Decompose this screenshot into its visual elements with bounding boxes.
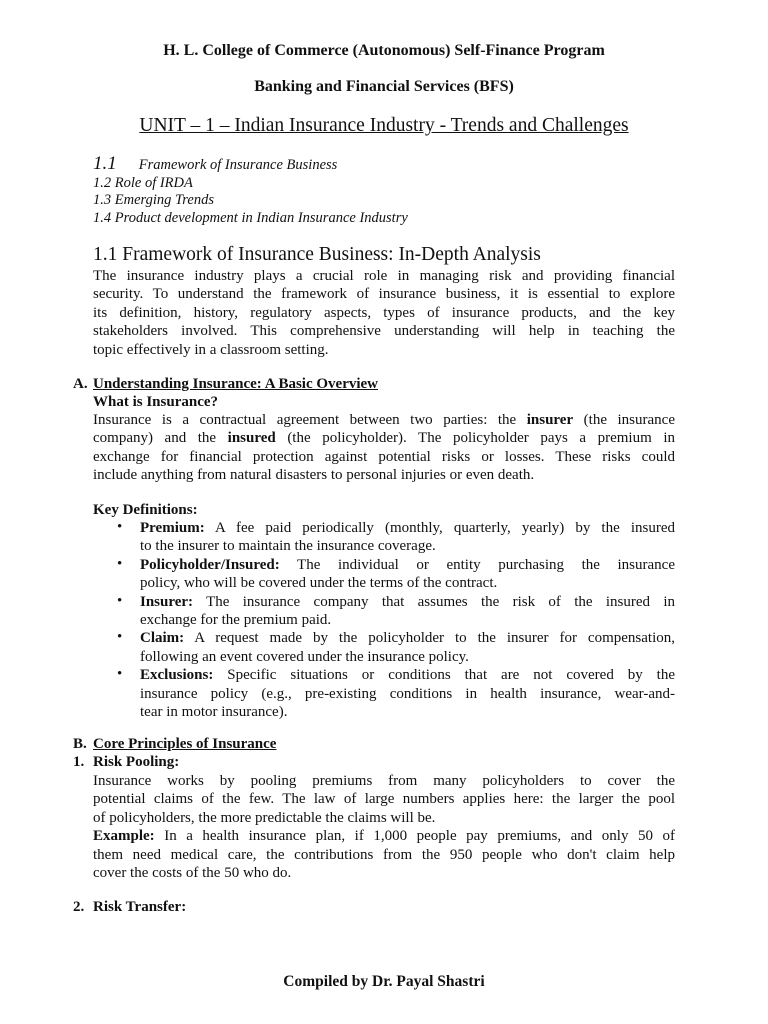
text-line bbox=[140, 593, 675, 611]
bullet-icon: • bbox=[117, 592, 123, 609]
toc-label: Framework of Insurance Business bbox=[138, 157, 338, 173]
toc-item: 1.4 Product development in Indian Insurance Industry bbox=[93, 210, 408, 227]
text-line bbox=[93, 429, 675, 447]
text-line bbox=[140, 574, 675, 592]
bullet-icon: • bbox=[117, 666, 123, 683]
text-segment: its definition, history, regulatory aspects, types of insurance products, and the key bbox=[93, 304, 675, 321]
text-segment: them need medical care, the contributions from the 950 people who don't claim help bbox=[93, 846, 675, 863]
text-segment: tear in motor insurance). bbox=[140, 704, 288, 720]
text-line bbox=[140, 629, 675, 647]
text-line bbox=[93, 864, 675, 882]
text-line bbox=[140, 537, 675, 555]
text-segment: topic effectively in a classroom setting. bbox=[93, 341, 329, 358]
text-segment: include anything from natural disasters to personal injuries or even death. bbox=[93, 467, 535, 484]
bold-term: Example: bbox=[93, 828, 155, 845]
text-segment: stakeholders involved. This comprehensive understanding will help in teaching the bbox=[93, 323, 675, 340]
risk-pooling-heading: Risk Pooling: bbox=[93, 754, 180, 770]
bold-term: insurer bbox=[526, 412, 574, 428]
bold-term: Exclusions: bbox=[140, 667, 214, 684]
text-line bbox=[93, 790, 675, 808]
text-segment: to the insurer to maintain the insurance coverage. bbox=[140, 538, 436, 555]
text-line bbox=[93, 772, 675, 790]
text-line bbox=[140, 648, 675, 666]
toc-item: 1.3 Emerging Trends bbox=[93, 192, 214, 209]
part-b-heading: Core Principles of Insurance bbox=[93, 736, 277, 752]
bullet-icon: • bbox=[117, 519, 123, 535]
bold-term: Insurer: bbox=[140, 593, 194, 610]
definition-item bbox=[140, 556, 675, 593]
item-1-number: 1. bbox=[73, 754, 85, 770]
bullet-icon: • bbox=[117, 555, 123, 572]
text-segment: of policyholders, the more predictable the claims will be. bbox=[93, 809, 436, 826]
toc-item bbox=[93, 155, 408, 175]
text-line bbox=[93, 846, 675, 864]
text-line bbox=[93, 466, 675, 484]
text-segment: following an event covered under the insurance policy. bbox=[140, 648, 469, 665]
text-line bbox=[93, 341, 675, 359]
text-segment: A fee paid periodically (monthly, quarterly, yearly) by the insured bbox=[204, 520, 675, 536]
definition-item bbox=[140, 519, 675, 556]
text-segment: exchange for the premium paid. bbox=[140, 612, 332, 628]
toc-number: 1.1 bbox=[93, 153, 117, 174]
text-line bbox=[140, 556, 675, 574]
bullet-icon: • bbox=[117, 629, 123, 646]
bold-term: Claim: bbox=[140, 630, 185, 647]
part-a-letter: A. bbox=[73, 376, 88, 392]
text-segment: company) and the bbox=[93, 430, 228, 447]
text-line bbox=[93, 448, 675, 466]
text-segment: security. To understand the framework of insurance business, it is essential to explore bbox=[93, 286, 675, 303]
text-line bbox=[93, 411, 675, 429]
text-line bbox=[140, 519, 675, 537]
text-segment: policy, who will be covered under the terms of the contract. bbox=[140, 575, 498, 592]
item-2-number: 2. bbox=[73, 899, 85, 915]
risk-pooling-paragraph bbox=[93, 772, 675, 882]
text-segment: Insurance is a contractual agreement between two parties: the bbox=[93, 412, 527, 428]
text-segment: The insurance industry plays a crucial role in managing risk and providing financial bbox=[93, 268, 675, 284]
text-segment: insurance policy (e.g., pre-existing conditions in health insurance, wear-and- bbox=[140, 685, 675, 702]
bold-term: Policyholder/Insured: bbox=[140, 556, 280, 573]
text-segment: potential claims of the few. The law of large numbers applies here: the larger the pool bbox=[93, 791, 675, 808]
risk-transfer-heading: Risk Transfer: bbox=[93, 899, 187, 915]
text-line bbox=[140, 666, 675, 684]
text-segment: cover the costs of the 50 who do. bbox=[93, 865, 292, 882]
course-title: Banking and Financial Services (BFS) bbox=[254, 78, 514, 95]
insurance-definition-paragraph bbox=[93, 411, 675, 485]
text-line bbox=[140, 611, 675, 629]
text-line bbox=[93, 304, 675, 322]
intro-paragraph bbox=[93, 267, 675, 359]
text-segment: The individual or entity purchasing the insurance bbox=[279, 556, 675, 573]
text-line bbox=[93, 285, 675, 303]
toc-item: 1.2 Role of IRDA bbox=[93, 174, 193, 191]
table-of-contents bbox=[93, 155, 408, 228]
text-segment: (the insurance bbox=[573, 412, 675, 428]
text-segment: A request made by the policyholder to the insurer for compensation, bbox=[184, 630, 675, 647]
text-segment: exchange for financial protection against potential risks or losses. These risks could bbox=[93, 448, 675, 465]
text-line bbox=[93, 267, 675, 285]
bold-term: Premium: bbox=[140, 520, 205, 536]
unit-title: UNIT – 1 – Indian Insurance Industry - Trends and Challenges bbox=[139, 115, 629, 136]
text-segment: In a health insurance plan, if 1,000 people pay premiums, and only 50 of bbox=[154, 828, 675, 845]
definition-item bbox=[140, 666, 675, 721]
definition-item bbox=[140, 593, 675, 630]
definition-item bbox=[140, 629, 675, 666]
part-b-letter: B. bbox=[73, 736, 87, 752]
footer-compiled-by: Compiled by Dr. Payal Shastri bbox=[283, 973, 485, 990]
text-line bbox=[93, 809, 675, 827]
text-segment: Insurance works by pooling premiums from many policyholders to cover the bbox=[93, 773, 675, 789]
text-line bbox=[140, 703, 675, 721]
text-line bbox=[93, 322, 675, 340]
text-segment: The insurance company that assumes the risk of the insured in bbox=[193, 593, 675, 610]
text-segment: Specific situations or conditions that are not covered by the bbox=[213, 667, 675, 684]
part-a-heading: Understanding Insurance: A Basic Overview bbox=[93, 376, 379, 392]
text-line bbox=[140, 685, 675, 703]
bold-term: insured bbox=[227, 430, 276, 447]
text-segment: (the policyholder). The policyholder pays a premium in bbox=[275, 430, 676, 447]
what-is-insurance-heading: What is Insurance? bbox=[93, 394, 219, 410]
key-definitions-heading: Key Definitions: bbox=[93, 502, 198, 518]
text-line bbox=[93, 827, 675, 845]
section-heading: 1.1 Framework of Insurance Business: In-Depth Analysis bbox=[93, 244, 541, 265]
college-title: H. L. College of Commerce (Autonomous) Self-Finance Program bbox=[163, 42, 605, 59]
